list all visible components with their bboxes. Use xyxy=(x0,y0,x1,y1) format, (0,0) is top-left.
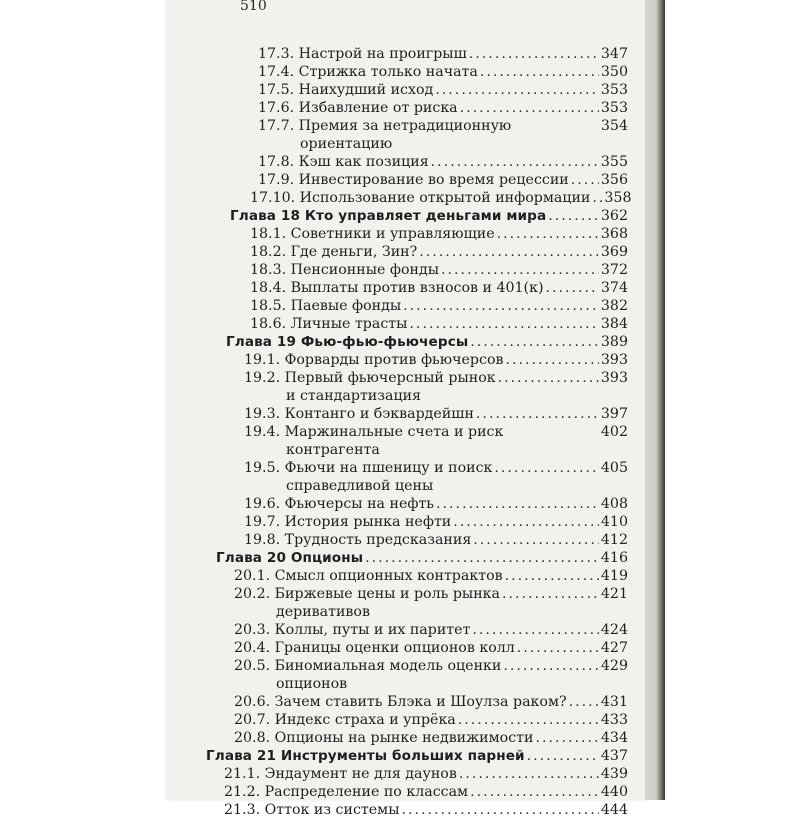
toc-entry-continuation: опционов xyxy=(276,676,348,692)
toc-entry-continuation: контрагента 402 xyxy=(286,424,628,458)
toc-entry: 20.2. Биржевые цены и роль рынка ..... 421 xyxy=(234,586,628,604)
toc-entry: 17.5. Наихудший исход ..... 353 xyxy=(258,82,628,100)
toc-entry-continuation: деривативов xyxy=(276,604,370,620)
toc-entry: 19.5. Фьючи на пшеницу и поиск ..... 405 xyxy=(244,460,628,478)
toc-entry: 19.6. Фьючерсы на нефть ..... 408 xyxy=(244,496,628,514)
toc-entry: 20.5. Биномиальная модель оценки ..... 429 xyxy=(234,658,628,676)
toc-chapter-heading: Глава 19 Фью-фью-фьючерсы ..... 389 xyxy=(226,334,628,352)
toc-chapter-heading: Глава 21 Инструменты больших парней ..... 437 xyxy=(206,748,628,766)
toc-entry: 17.9. Инвестирование во время рецессии ..... 356 xyxy=(258,172,628,190)
toc-entry: 18.5. Паевые фонды ..... 382 xyxy=(250,298,628,316)
toc-entry: 21.3. Отток из системы ..... 444 xyxy=(224,802,628,820)
toc-entry: 18.1. Советники и управляющие ..... 368 xyxy=(250,226,628,244)
toc-entry: 21.1. Эндаумент не для даунов ..... 439 xyxy=(224,766,628,784)
toc-entry: 18.6. Личные трасты ..... 384 xyxy=(250,316,628,334)
toc-entry: 17.10. Использование открытой информации ..... 358 xyxy=(250,190,628,208)
toc-entry: 17.8. Кэш как позиция ..... 355 xyxy=(258,154,628,172)
toc-entry: 19.7. История рынка нефти ..... 410 xyxy=(244,514,628,532)
toc-entry: 17.7. Премия за нетрадиционную xyxy=(258,118,512,134)
toc-entry: 20.6. Зачем ставить Блэка и Шоулза раком? ..... 431 xyxy=(234,694,628,712)
toc-entry: 20.4. Границы оценки опционов колл ..... 427 xyxy=(234,640,628,658)
toc-entry: 19.3. Контанго и бэквардейшн ..... 397 xyxy=(244,406,628,424)
toc-entry: 18.2. Где деньги, Зин? ..... 369 xyxy=(250,244,628,262)
toc-entry: 20.7. Индекс страха и упрёка ..... 433 xyxy=(234,712,628,730)
toc-chapter-heading: Глава 18 Кто управляет деньгами мира ..... 362 xyxy=(230,208,628,226)
toc-entry: 19.1. Форварды против фьючерсов ..... 393 xyxy=(244,352,628,370)
toc-entry: 20.8. Опционы на рынке недвижимости ..... 434 xyxy=(234,730,628,748)
page-edge xyxy=(645,0,665,800)
page-number: 510 xyxy=(240,0,267,14)
toc-entry-continuation: ориентацию 354 xyxy=(300,118,628,152)
toc-entry-continuation: и стандартизация xyxy=(286,388,421,404)
toc-entry-continuation: справедливой цены xyxy=(286,478,434,494)
toc-entry: 17.4. Стрижка только начата ..... 350 xyxy=(258,64,628,82)
toc-entry: 20.1. Смысл опционных контрактов ..... 419 xyxy=(234,568,628,586)
toc-entry: 19.2. Первый фьючерсный рынок ..... 393 xyxy=(244,370,628,388)
toc-entry: 17.6. Избавление от риска ..... 353 xyxy=(258,100,628,118)
toc-entry: 19.8. Трудность предсказания ..... 412 xyxy=(244,532,628,550)
toc-entry: 21.2. Распределение по классам ..... 440 xyxy=(224,784,628,802)
toc-entry: 18.3. Пенсионные фонды ..... 372 xyxy=(250,262,628,280)
toc-entry: 17.3. Настрой на проигрыш ..... 347 xyxy=(258,46,628,64)
toc-entry: 20.3. Коллы, путы и их паритет ..... 424 xyxy=(234,622,628,640)
toc-chapter-heading: Глава 20 Опционы ..... 416 xyxy=(216,550,628,568)
toc-entry: 18.4. Выплаты против взносов и 401(к) ..... 374 xyxy=(250,280,628,298)
toc-entry: 19.4. Маржинальные счета и риск xyxy=(244,424,504,440)
